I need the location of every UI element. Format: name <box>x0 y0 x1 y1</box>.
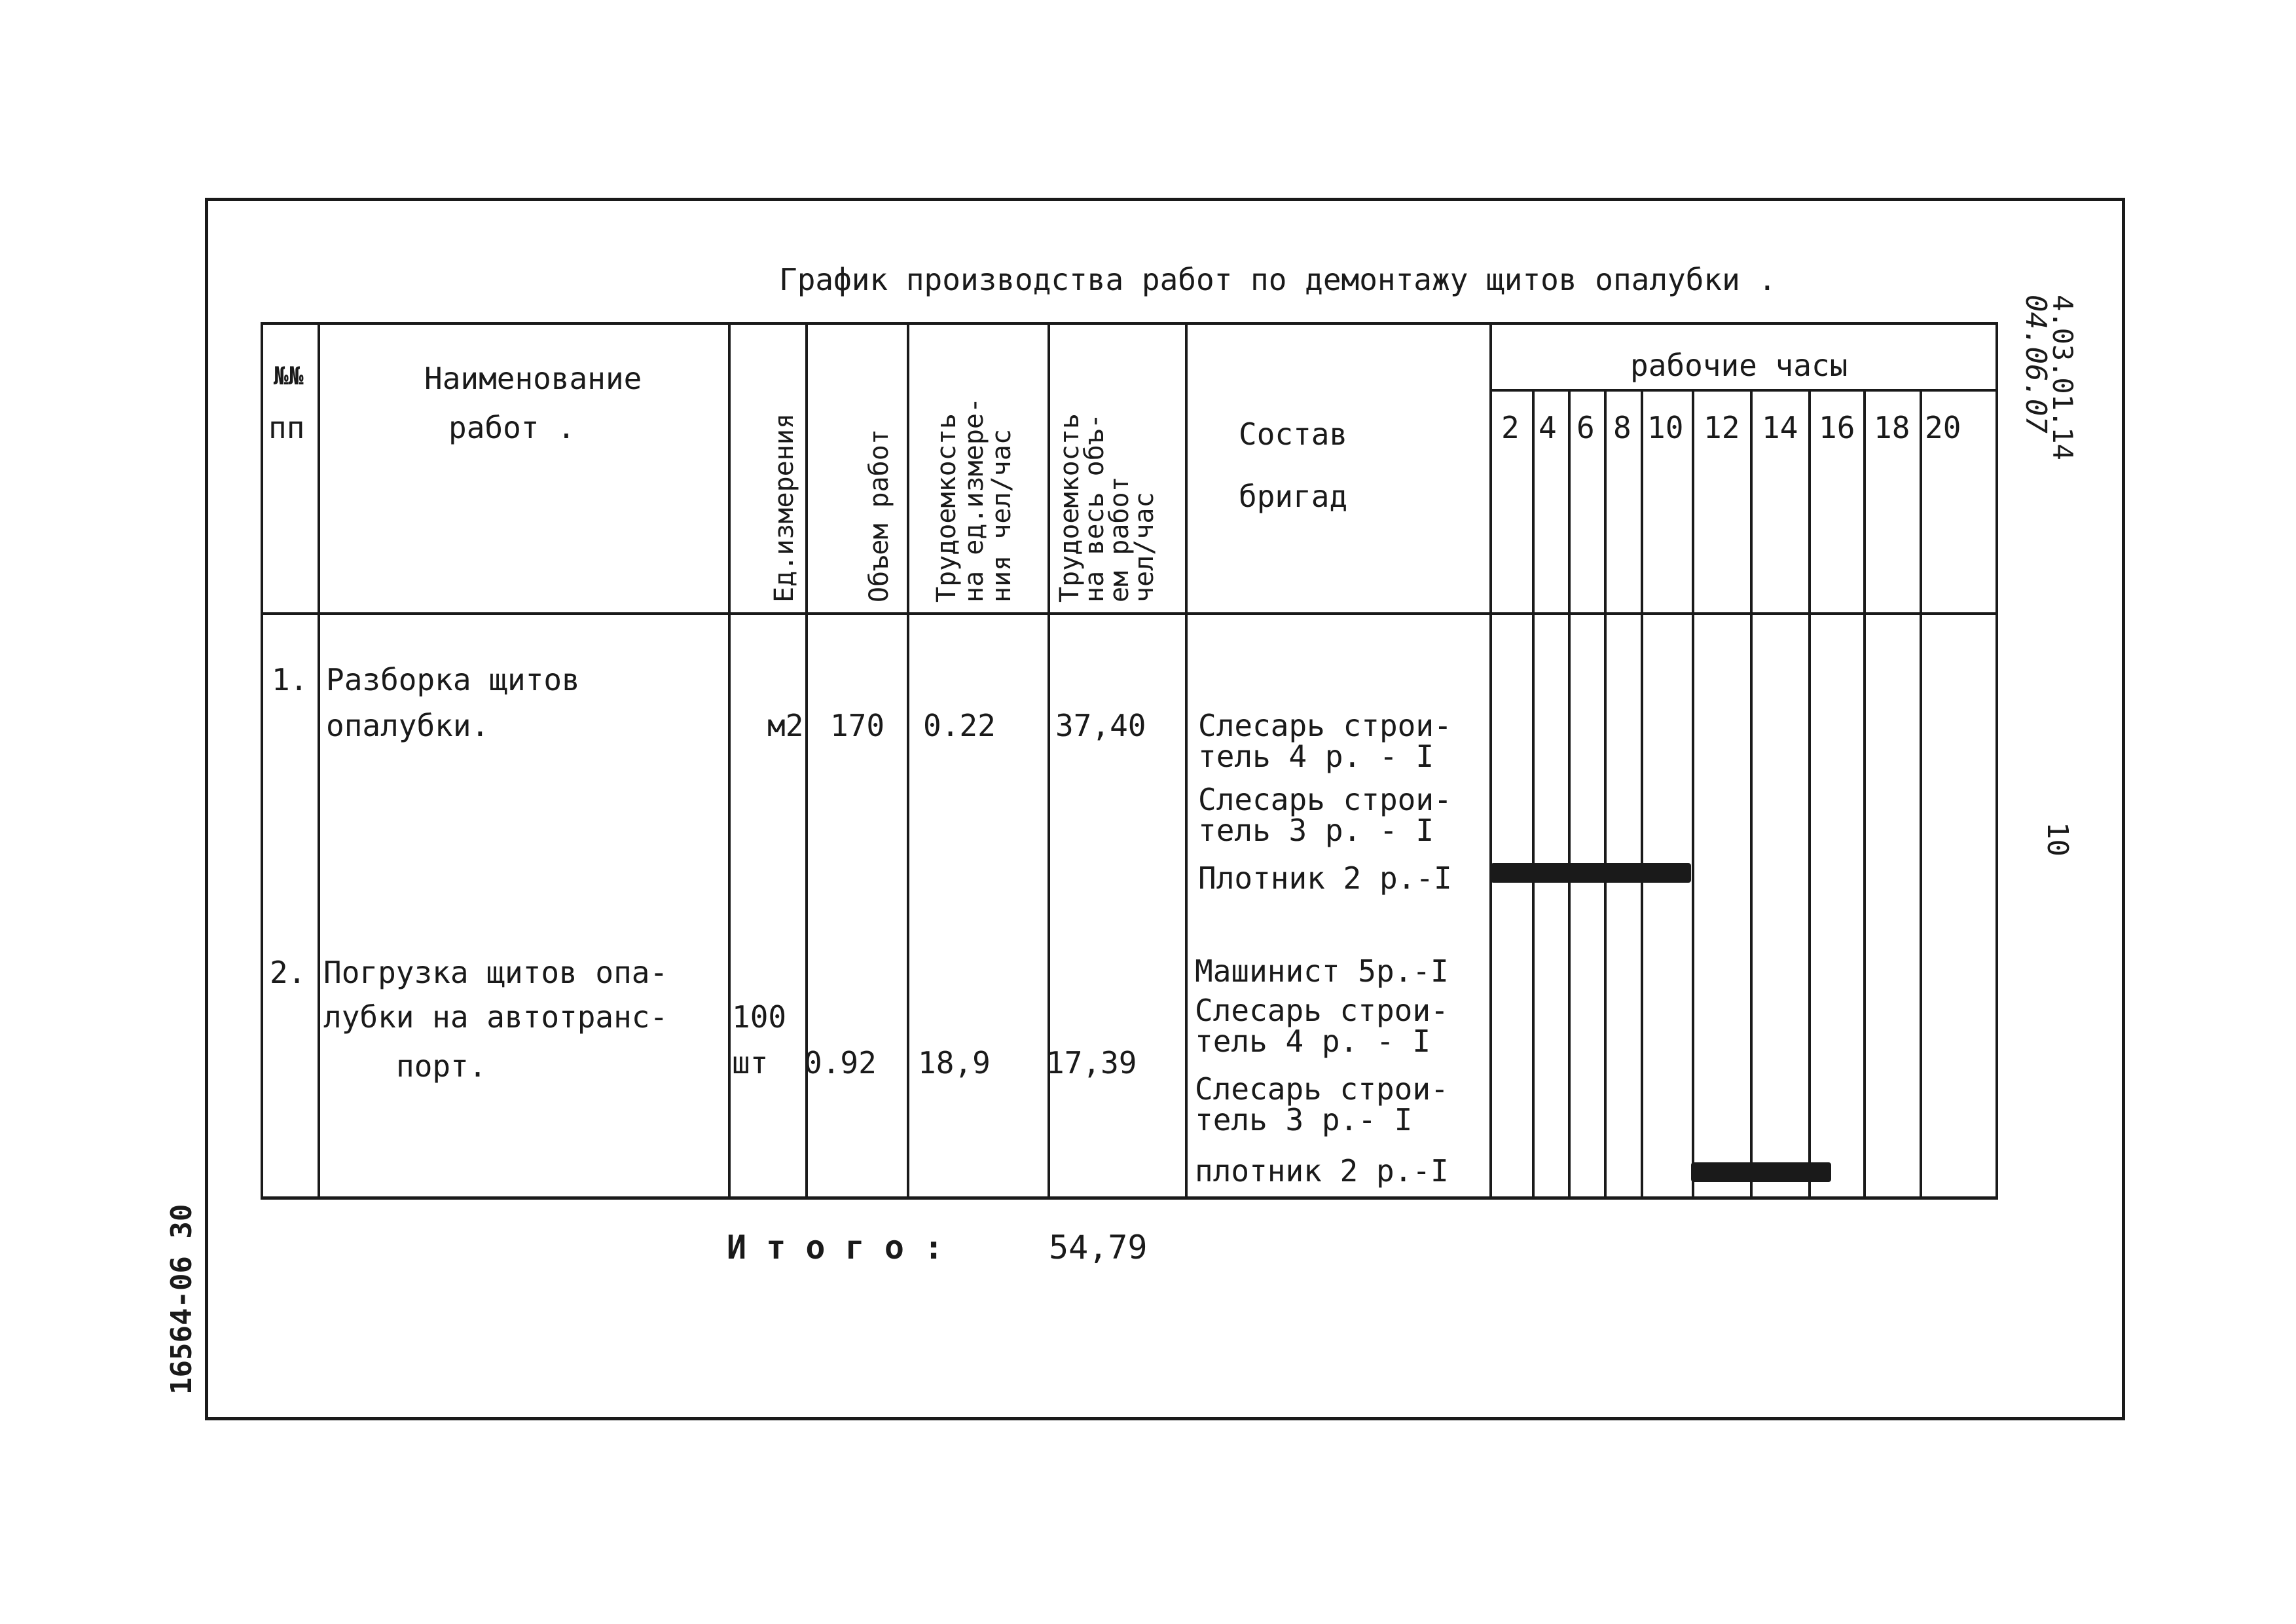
header-labor-total-line3: ем работ <box>1104 476 1135 602</box>
header-labor-total <box>1057 413 1157 602</box>
row-number: 2. <box>270 955 306 990</box>
unit-value: 100 <box>732 999 787 1035</box>
doc-code-top: 04.06.07 <box>2019 295 2052 434</box>
header-number-line1: №№ <box>274 361 304 390</box>
header-labor-per-unit-line1: Трудоемкость <box>932 413 962 602</box>
volume-value: 170 <box>830 708 885 743</box>
crew-line: Слесарь строи- <box>1198 782 1452 817</box>
hour-tick: 20 <box>1925 410 1961 445</box>
hour-tick: 14 <box>1762 410 1798 445</box>
volume-value: 0.92 <box>804 1045 877 1080</box>
schedule-bar-loading <box>1691 1162 1831 1182</box>
crew-line: плотник 2 р.-I <box>1195 1153 1449 1189</box>
hour-tick: 6 <box>1576 410 1595 445</box>
work-name-line: лубки на автотранс- <box>323 999 668 1035</box>
crew-line: тель 3 р.- I <box>1195 1102 1413 1137</box>
hour-tick: 12 <box>1704 410 1740 445</box>
labor-total-value: 37,40 <box>1055 708 1146 743</box>
header-unit: Ед.измерения <box>769 413 799 602</box>
header-labor-per-unit-line3: ния чел/час <box>987 429 1017 602</box>
work-name-line: порт. <box>396 1048 487 1084</box>
labor-per-unit-value: 18,9 <box>918 1045 991 1080</box>
crew-line: тель 4 р. - I <box>1198 739 1434 774</box>
header-working-hours: рабочие часы <box>1630 348 1848 383</box>
doc-code-bottom: 4.03.01.14 <box>2047 295 2079 460</box>
document-title: График производства работ по демонтажу щитов опалубки . <box>779 262 1777 297</box>
work-name-line: Погрузка щитов опа- <box>323 955 668 990</box>
header-volume: Объем работ <box>864 429 894 602</box>
crew-line: тель 3 р. - I <box>1198 813 1434 848</box>
crew-line: Плотник 2 р.-I <box>1198 860 1452 896</box>
hour-tick: 16 <box>1819 410 1855 445</box>
archive-number: 16564-06 30 <box>165 1204 198 1395</box>
row-number: 1. <box>272 662 308 697</box>
total-label: И т о г о : <box>727 1228 944 1266</box>
unit-value: м2 <box>767 708 804 743</box>
header-labor-total-line4: чел/час <box>1129 492 1159 602</box>
crew-line: Слесарь строи- <box>1195 993 1449 1028</box>
header-labor-total-line2: на весь объ- <box>1080 413 1110 602</box>
header-labor-per-unit-line2: на ед.измере- <box>959 397 989 602</box>
hour-tick: 2 <box>1501 410 1520 445</box>
total-value: 54,79 <box>1049 1228 1148 1266</box>
hour-tick: 18 <box>1874 410 1910 445</box>
hour-tick: 4 <box>1539 410 1557 445</box>
work-name-line: Разборка щитов <box>326 662 580 697</box>
crew-line: Машинист 5р.-I <box>1195 953 1449 989</box>
header-name-line2: работ . <box>448 410 575 445</box>
work-name-line: опалубки. <box>326 708 490 743</box>
hour-tick: 8 <box>1613 410 1631 445</box>
hour-tick: 10 <box>1647 410 1684 445</box>
unit-value: шт <box>732 1045 769 1080</box>
labor-per-unit-value: 0.22 <box>923 708 996 743</box>
header-labor-per-unit <box>933 397 1015 602</box>
page-number: 10 <box>2041 822 2074 857</box>
labor-total-value: 17,39 <box>1046 1045 1137 1080</box>
header-number-line2: пп <box>268 410 305 445</box>
header-name-line1: Наименование <box>424 361 642 396</box>
crew-line: Слесарь строи- <box>1198 708 1452 743</box>
header-crew-line1: Состав <box>1239 416 1348 452</box>
header-crew-line2: бригад <box>1239 479 1348 514</box>
crew-line: тель 4 р. - I <box>1195 1024 1431 1059</box>
crew-line: Слесарь строи- <box>1195 1071 1449 1107</box>
header-labor-total-line1: Трудоемкость <box>1055 413 1085 602</box>
schedule-bar-dismantling <box>1491 863 1691 883</box>
